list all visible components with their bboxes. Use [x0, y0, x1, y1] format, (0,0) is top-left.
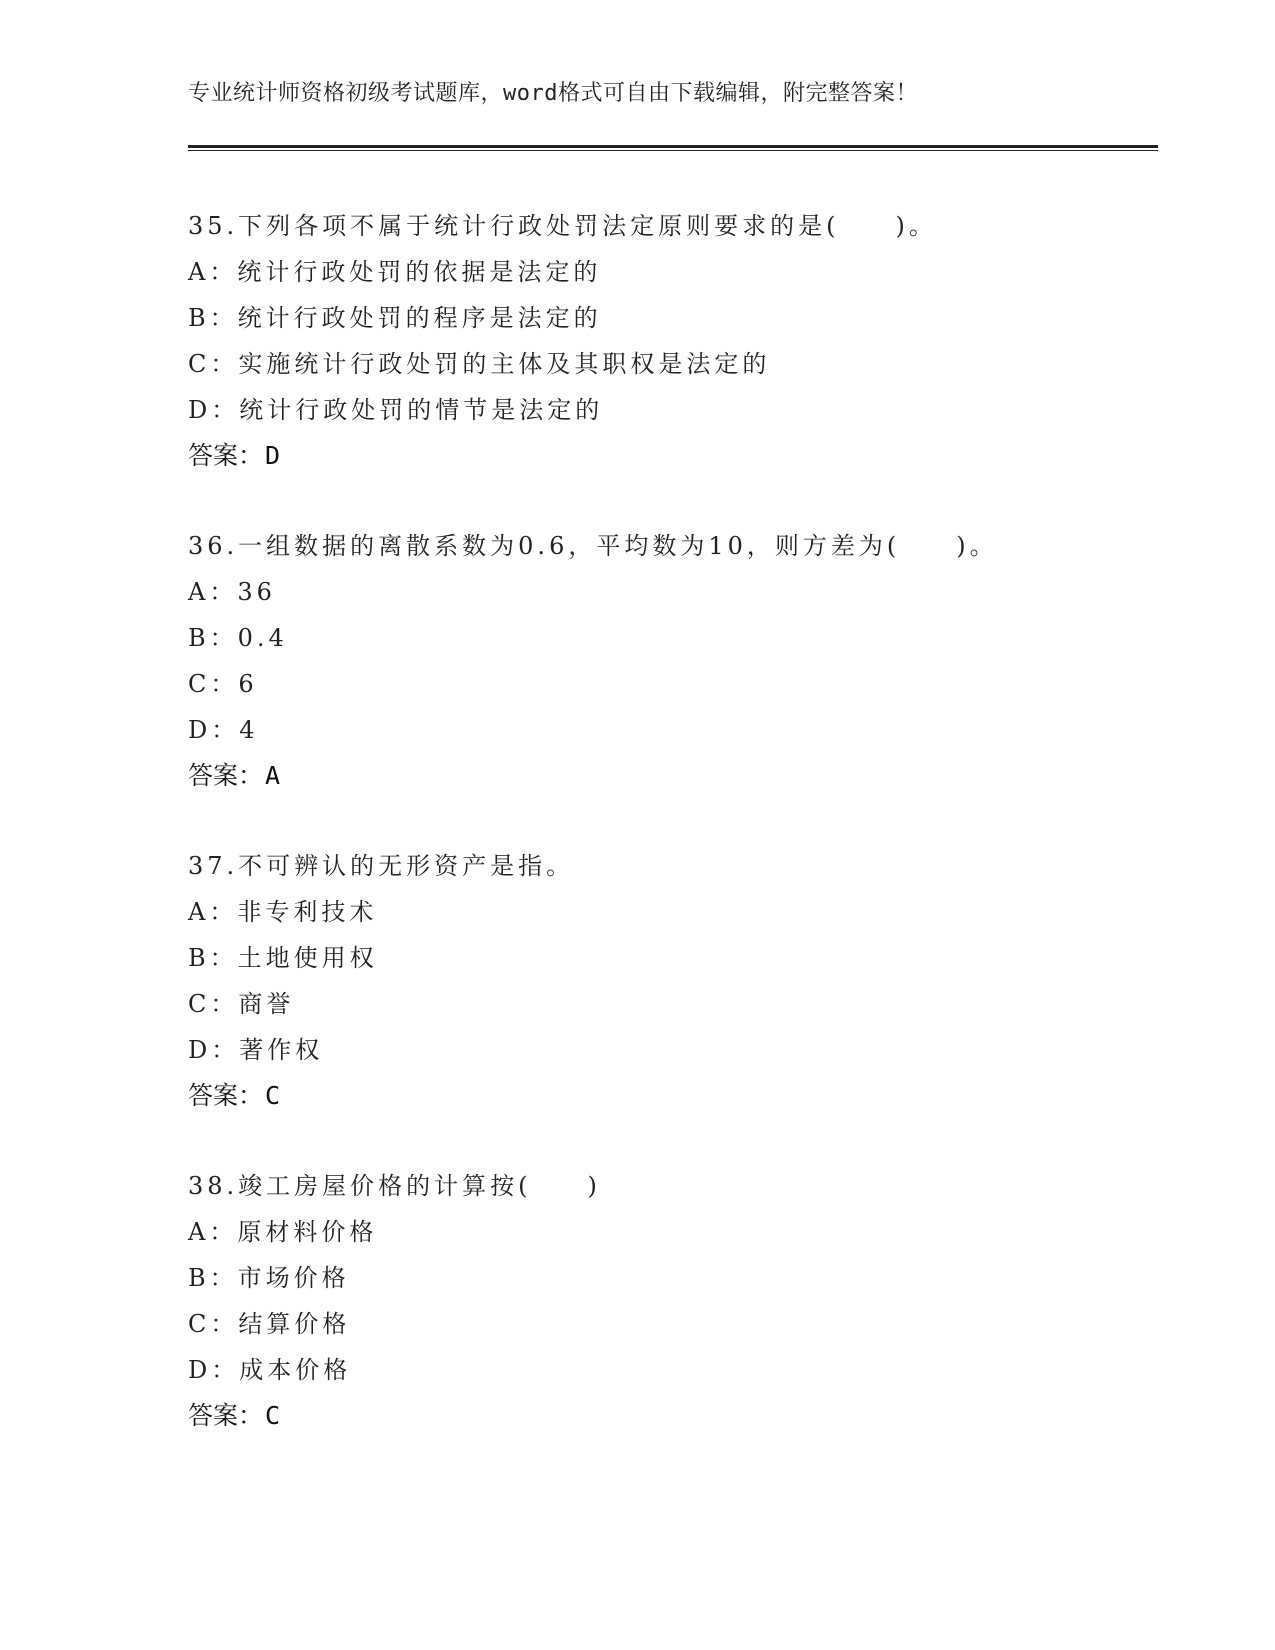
question-stem: 35.下列各项不属于统计行政处罚法定原则要求的是( )。	[188, 212, 937, 240]
option-b: B：0.4	[188, 624, 288, 652]
page-header: 专业统计师资格初级考试题库，word格式可自由下载编辑，附完整答案！	[188, 81, 918, 106]
question-38	[188, 1163, 1148, 1439]
answer-value: C	[265, 1081, 281, 1110]
option-d: D：成本价格	[188, 1356, 352, 1384]
option-a: A：原材料价格	[188, 1218, 378, 1246]
option-c: C：商誉	[188, 990, 295, 1018]
option-b: B：土地使用权	[188, 944, 378, 972]
option-c: C：6	[188, 670, 258, 698]
header-divider	[188, 145, 1158, 148]
option-c: C：实施统计行政处罚的主体及其职权是法定的	[188, 350, 771, 378]
option-a: A：36	[188, 578, 276, 606]
question-stem: 38.竣工房屋价格的计算按( )	[188, 1172, 601, 1200]
option-a: A：统计行政处罚的依据是法定的	[188, 258, 602, 286]
answer-label: 答案：	[188, 1081, 264, 1110]
option-d: D：统计行政处罚的情节是法定的	[188, 396, 604, 424]
question-stem: 36.一组数据的离散系数为0.6，平均数为10，则方差为( )。	[188, 532, 998, 560]
answer-value: D	[265, 441, 281, 470]
answer-label: 答案：	[188, 1401, 264, 1430]
option-b: B：市场价格	[188, 1264, 350, 1292]
option-a: A：非专利技术	[188, 898, 378, 926]
answer-line	[188, 753, 1148, 799]
question-36	[188, 523, 1148, 799]
answer-line	[188, 1393, 1148, 1439]
answer-label: 答案：	[188, 441, 264, 470]
question-35	[188, 203, 1148, 479]
answer-line	[188, 1073, 1148, 1119]
option-c: C：结算价格	[188, 1310, 351, 1338]
answer-line	[188, 433, 1148, 479]
header-divider-thin	[188, 150, 1158, 151]
answer-value: C	[265, 1401, 281, 1430]
answer-value: A	[265, 761, 281, 790]
question-37	[188, 843, 1148, 1119]
option-d: D：4	[188, 716, 259, 744]
option-d: D：著作权	[188, 1036, 324, 1064]
answer-label: 答案：	[188, 761, 264, 790]
question-stem: 37.不可辨认的无形资产是指。	[188, 852, 575, 880]
option-b: B：统计行政处罚的程序是法定的	[188, 304, 602, 332]
